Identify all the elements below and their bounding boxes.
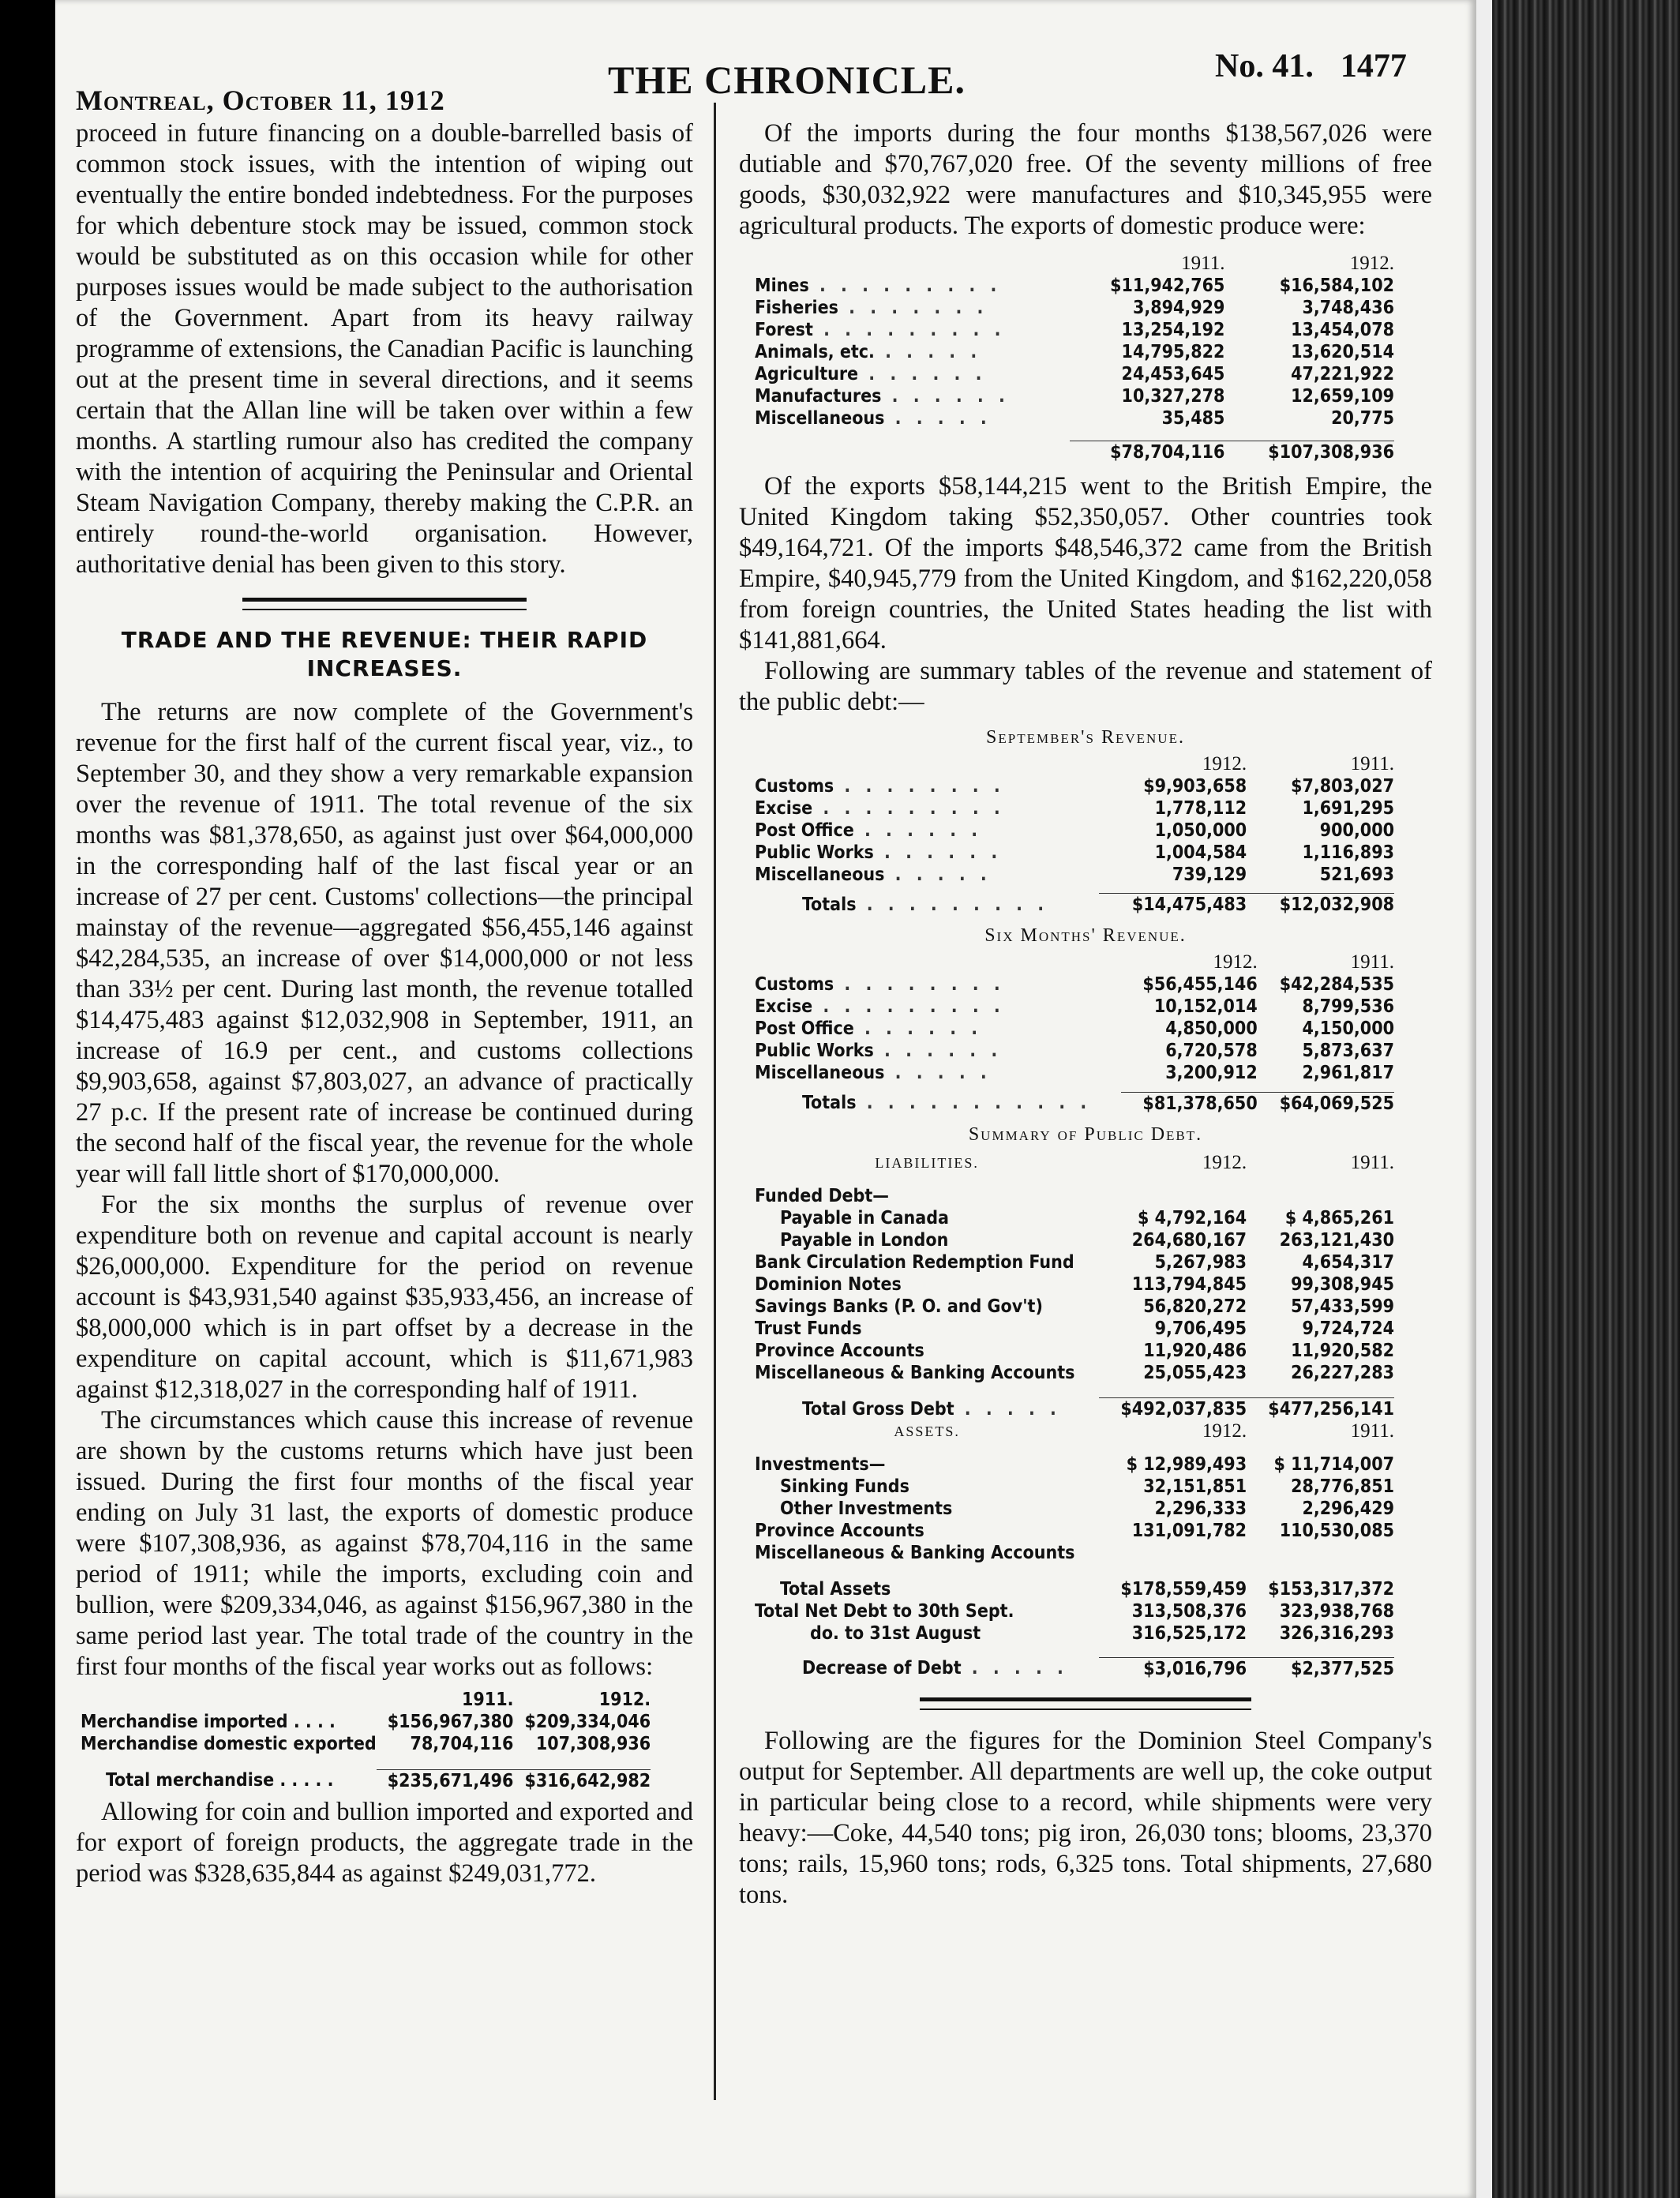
page-number: 1477: [1340, 48, 1407, 84]
row-value: 1,778,112: [1154, 797, 1247, 819]
row-value: 2,961,817: [1302, 1063, 1394, 1083]
row-value: 20,775: [1331, 408, 1394, 429]
table-row: [755, 820, 1394, 842]
row-value: 56,820,272: [1143, 1296, 1247, 1317]
row-label: Investments—: [755, 1454, 886, 1475]
row-value: 113,794,845: [1131, 1273, 1247, 1295]
row-value: 2,296,429: [1302, 1498, 1394, 1519]
newspaper-page: [55, 0, 1476, 2198]
row-value: 263,121,430: [1279, 1229, 1394, 1251]
left-column: [76, 118, 693, 1889]
table-row: [755, 775, 1394, 797]
row-label: Miscellaneous: [755, 408, 885, 429]
row-value: $ 4,792,164: [1137, 1207, 1247, 1228]
scan-edge: [1484, 0, 1680, 2198]
row-value: 32,151,851: [1143, 1476, 1247, 1497]
row-label: Total Assets: [780, 1579, 891, 1600]
table-row: Merchandise imported . . . . $156,967,380 $209,334,046: [81, 1712, 651, 1732]
row-value: 1,691,295: [1302, 797, 1394, 819]
row-label: Excise: [755, 996, 813, 1017]
leader-dots: . . . . .: [884, 408, 992, 429]
row-value: 13,454,078: [1291, 320, 1394, 340]
row-value: $ 12,989,493: [1126, 1454, 1247, 1475]
row-label: Customs: [755, 974, 834, 995]
table-row: [755, 385, 1394, 407]
row-value: 110,530,085: [1279, 1521, 1394, 1541]
row-value: 10,152,014: [1153, 996, 1258, 1017]
paragraph: Of the exports $58,144,215 went to the British Empire, the United Kingdom taking $52,350,057. Other countries took $49,164,721. Of the imports $48,546,372 came from the British Empire, $40,945,779 from the United Kingdom, and $162,220,058 from foreign countries, the United States heading the list with $141,881,664.: [739, 471, 1432, 655]
table-row: [755, 973, 1394, 996]
september-revenue-table: [755, 753, 1394, 917]
leader-dots: . . . . . . . . .: [812, 797, 1005, 819]
row-label: Funded Debt—: [755, 1185, 889, 1206]
leader-dots: . . . . . . . . .: [812, 996, 1005, 1017]
row-value: 6,720,578: [1165, 1041, 1258, 1061]
row-value: [1247, 1542, 1394, 1564]
row-label: Fisheries: [755, 298, 838, 318]
row-value: 3,894,929: [1132, 298, 1225, 318]
table-row: [755, 1622, 1394, 1645]
paragraph: Following are the figures for the Dominion Steel Company's output for September. All departments are well up, the coke output in particular being close to a record, while shipments were very heavy:—Coke, 44,540 tons; pig iron, 26,030 tons; blooms, 23,370 tons; rails, 15,960 tons; rods, 6,325 tons. Total shipments, 27,680 tons.: [739, 1726, 1432, 1909]
article-heading: TRADE AND THE REVENUE: THEIR RAPID INCREASES.: [121, 627, 648, 681]
table-row: [755, 1296, 1394, 1318]
row-value: 264,680,167: [1131, 1229, 1247, 1251]
table-row: [755, 1018, 1394, 1040]
exports-table: [755, 253, 1394, 463]
row-value: $7,803,027: [1291, 775, 1394, 797]
paragraph: proceed in future financing on a double-barrelled basis of common stock issues, with the intention of wiping out eventually the entire bonded indebtedness. For the purposes for which debenture stock may be issued, common stock would be substituted as on this occasion while for other purposes issues would be made subject to the authorisation of the Government. Apart from its heavy railway programme of extensions, the Canadian Pacific is launching out at the present time in several directions, and it seems certain that the Allan line will be taken over within a few months. A startling rumour also has credited the company with the intention of acquiring the Peninsular and Oriental Steam Navigation Company, thereby making the C.P.R. an entirely round-the-world organisation. However, authoritative denial has been given to this story.: [76, 119, 693, 579]
year-header: 1911.: [1181, 253, 1225, 274]
year-header: 1912.: [1202, 752, 1247, 775]
table-row: [755, 1185, 1394, 1207]
row-value: 4,850,000: [1165, 1018, 1258, 1039]
leader-dots: . . . . .: [884, 864, 992, 885]
section-rule: [242, 598, 527, 610]
row-label: Animals, etc.: [755, 342, 875, 362]
year-header: 1912.: [1202, 1151, 1247, 1173]
row-label: Excise: [755, 797, 813, 819]
table-row: [755, 1578, 1394, 1600]
leader-dots: . . . . . .: [873, 1041, 1003, 1061]
leader-dots: . . . . . .: [881, 386, 1010, 407]
paragraph: Allowing for coin and bullion imported and exported and for export of foreign products, the aggregate trade in the period was $328,635,844 as against $249,031,772.: [76, 1797, 693, 1888]
row-value: 35,485: [1161, 408, 1225, 429]
row-label: Agriculture: [755, 364, 859, 384]
row-value: 25,055,423: [1143, 1362, 1247, 1383]
table-row: [755, 297, 1394, 319]
row-label: Manufactures: [755, 386, 882, 407]
row-value: $11,942,765: [1110, 276, 1225, 296]
table-row: [755, 1476, 1394, 1498]
row-label: Miscellaneous & Banking Accounts: [755, 1362, 1075, 1383]
paragraph: The circumstances which cause this increase of revenue are shown by the customs returns which have just been issued. During the first four months of the fiscal year ending on July 31 last, the exports of domestic produce were $107,308,936, as against $78,704,116 in the same period of 1911; while the imports, excluding coin and bullion, were $209,334,046, as against $156,967,380 in the same period last year. The total trade of the country in the first four months of the fiscal year works out as follows:: [76, 1406, 693, 1681]
table-row: [755, 864, 1394, 886]
row-value: 2,296,333: [1154, 1498, 1247, 1519]
table-row: [755, 1251, 1394, 1273]
year-header: 1912.: [598, 1690, 651, 1710]
row-label: Bank Circulation Redemption Fund: [755, 1251, 1074, 1273]
leader-dots: . . . . . .: [858, 364, 987, 384]
row-label: Public Works: [755, 1041, 874, 1061]
table-row: [755, 407, 1394, 429]
table-row: [755, 1520, 1394, 1542]
dateline: Montreal, October 11, 1912: [76, 84, 445, 116]
table-row: [755, 842, 1394, 864]
row-label: Sinking Funds: [780, 1476, 909, 1497]
page-header: [55, 21, 1476, 116]
leader-dots: . . . . . .: [853, 820, 983, 841]
row-value: 900,000: [1319, 820, 1394, 841]
row-value: 313,508,376: [1131, 1601, 1247, 1622]
row-value: 739,129: [1172, 864, 1247, 885]
row-value: 12,659,109: [1291, 386, 1394, 407]
row-value: $153,317,372: [1268, 1579, 1394, 1600]
paragraph: Of the imports during the four months $138,567,026 were dutiable and $70,767,020 free. Of the seventy millions of free goods, $30,032,922 were manufactures and $10,345,955 were agricultural products. The exports of domestic produce were:: [739, 119, 1432, 240]
table-row: [755, 1542, 1394, 1564]
row-value: 13,620,514: [1291, 342, 1394, 362]
table-row: [755, 1453, 1394, 1476]
row-value: $9,903,658: [1143, 775, 1247, 797]
leader-dots: . . . . .: [884, 1063, 992, 1083]
row-value: 8,799,536: [1302, 996, 1394, 1017]
row-value: 131,091,782: [1131, 1521, 1247, 1541]
row-value: 26,227,283: [1291, 1362, 1394, 1383]
row-value: 323,938,768: [1279, 1601, 1394, 1622]
column-divider: [714, 103, 716, 2100]
year-header: 1912.: [1202, 1420, 1247, 1442]
row-label: Payable in Canada: [780, 1207, 950, 1228]
row-value: 5,873,637: [1302, 1041, 1394, 1061]
row-value: 1,004,584: [1154, 842, 1247, 863]
table-row: [755, 319, 1394, 341]
row-label: Customs: [755, 775, 834, 797]
public-debt-table: [755, 1152, 1394, 1680]
year-header: 1911.: [1350, 951, 1394, 973]
issue-and-page: [1188, 47, 1407, 85]
leader-dots: . . . . . . . . .: [808, 276, 1002, 296]
table-row: [755, 1600, 1394, 1622]
row-label: Public Works: [755, 842, 874, 863]
table-row: [755, 341, 1394, 363]
row-label: do. to 31st August: [810, 1623, 981, 1644]
table-row: [755, 1062, 1394, 1084]
row-value: 5,267,983: [1154, 1251, 1247, 1273]
table-caption: Six Months' Revenue.: [984, 925, 1187, 946]
year-header: 1911.: [1350, 1420, 1394, 1442]
row-value: $56,455,146: [1142, 974, 1258, 995]
year-header: 1911.: [462, 1690, 514, 1710]
table-total-row: Totals . . . . . . . . . $14,475,483 $12,032,908: [802, 894, 1394, 915]
row-label: Post Office: [755, 1018, 854, 1039]
row-label: Post Office: [755, 820, 854, 841]
row-value: 9,706,495: [1154, 1318, 1247, 1339]
table-row: [755, 1362, 1394, 1384]
paragraph: For the six months the surplus of revenue over expenditure both on revenue and capital account is nearly $26,000,000. Expenditure for the period on revenue account is $43,931,540 against $35,933,456, an increase of $8,000,000 which is in part offset by a decrease in the expenditure on capital account, which is $11,671,983 against $12,318,027 in the corresponding half of 1911.: [76, 1191, 693, 1404]
row-label: Miscellaneous: [755, 864, 885, 885]
table-row: [755, 996, 1394, 1018]
row-value: 3,200,912: [1165, 1063, 1258, 1083]
row-value: 3,748,436: [1302, 298, 1394, 318]
row-value: 11,920,582: [1291, 1340, 1394, 1361]
year-header: 1912.: [1349, 253, 1394, 274]
row-label: Province Accounts: [755, 1521, 924, 1541]
table-total-row: Total Gross Debt . . . . . $492,037,835 $477,256,141: [802, 1398, 1394, 1420]
leader-dots: . . . . . . . .: [834, 775, 1005, 797]
trade-table: [81, 1689, 651, 1792]
leader-dots: . . . . . . . .: [834, 974, 1005, 995]
table-row: [755, 1040, 1394, 1062]
assets-caption: ASSETS.: [894, 1423, 960, 1439]
row-label: Other Investments: [780, 1498, 953, 1519]
leader-dots: . . . . . . . . .: [812, 320, 1006, 340]
table-caption: Summary of Public Debt.: [968, 1123, 1203, 1145]
right-column: [739, 118, 1432, 1911]
table-total-row: $78,704,116 $107,308,936: [755, 441, 1394, 463]
row-value: $16,584,102: [1279, 276, 1394, 296]
row-value: 99,308,945: [1291, 1273, 1394, 1295]
row-value: 57,433,599: [1291, 1296, 1394, 1317]
leader-dots: . . . . .: [874, 342, 982, 362]
row-label: Mines: [755, 276, 809, 296]
row-value: 4,654,317: [1302, 1251, 1394, 1273]
table-total-row: Total merchandise . . . . . $235,671,496 $316,642,982: [106, 1770, 651, 1791]
row-label: Miscellaneous & Banking Accounts: [755, 1543, 1075, 1563]
row-label: Total Net Debt to 30th Sept.: [755, 1601, 1014, 1622]
table-row: [755, 275, 1394, 297]
row-value: 13,254,192: [1121, 320, 1225, 340]
row-label: Miscellaneous: [755, 1063, 885, 1083]
row-value: 24,453,645: [1121, 364, 1225, 384]
row-value: $178,559,459: [1120, 1579, 1247, 1600]
row-value: 326,316,293: [1279, 1623, 1394, 1644]
row-value: 316,525,172: [1131, 1623, 1247, 1644]
row-value: 28,776,851: [1291, 1476, 1394, 1497]
row-value: 14,795,822: [1121, 342, 1225, 362]
issue-number: No. 41.: [1215, 48, 1314, 84]
masthead-title: THE CHRONICLE.: [608, 58, 966, 102]
table-row: [755, 1273, 1394, 1296]
row-label: Payable in London: [780, 1229, 949, 1251]
row-label: Forest: [755, 320, 813, 340]
row-value: [1247, 1185, 1394, 1207]
table-row: [755, 1498, 1394, 1520]
row-label: Dominion Notes: [755, 1273, 902, 1295]
row-value: 1,116,893: [1302, 842, 1394, 863]
paragraph: Following are summary tables of the revenue and statement of the public debt:—: [739, 656, 1432, 716]
table-caption: September's Revenue.: [986, 726, 1185, 748]
table-row: [755, 363, 1394, 385]
leader-dots: . . . . . .: [873, 842, 1003, 863]
leader-dots: . . . . . .: [853, 1018, 983, 1039]
year-header: 1911.: [1350, 752, 1394, 775]
table-row: [755, 797, 1394, 820]
row-label: Trust Funds: [755, 1318, 862, 1339]
row-value: 521,693: [1319, 864, 1394, 885]
table-row: [755, 1229, 1394, 1251]
year-header: 1912.: [1213, 951, 1258, 973]
table-row: [755, 1340, 1394, 1362]
row-value: $ 11,714,007: [1273, 1454, 1394, 1475]
row-value: 10,327,278: [1121, 386, 1225, 407]
row-label: Savings Banks (P. O. and Gov't): [755, 1296, 1043, 1317]
table-row: [755, 1207, 1394, 1229]
row-value: $42,284,535: [1279, 974, 1394, 995]
table-row: [755, 1318, 1394, 1340]
table-total-row: Totals . . . . . . . . . . . $81,378,650 $64,069,525: [802, 1093, 1394, 1114]
row-label: Province Accounts: [755, 1340, 924, 1361]
row-value: 4,150,000: [1302, 1018, 1394, 1039]
row-value: [1099, 1542, 1247, 1564]
paragraph: The returns are now complete of the Government's revenue for the first half of the current fiscal year, viz., to September 30, and they show a very remarkable expansion over the revenue of 1911. The total revenue of the six months was $81,378,650, as against just over $64,000,000 in the corresponding half of the last fiscal year or an increase of 27 per cent. Customs' collections—the principal mainstay of the revenue—aggregated $56,455,146 against $42,284,535, an increase of over $14,000,000 or not less than 33½ per cent. During last month, the revenue totalled $14,475,483 against $12,032,908 in September, 1911, an increase of 16.9 per cent., and customs collections $9,903,658, against $7,803,027, an advance of practically 27 p.c. If the present rate of increase be continued during the second half of the fiscal year, the revenue for the whole year will fall little short of $170,000,000.: [76, 698, 693, 1188]
leader-dots: . . . . . . .: [838, 298, 988, 318]
row-value: [1099, 1185, 1247, 1207]
row-value: 11,920,486: [1143, 1340, 1247, 1361]
row-value: $ 4,865,261: [1284, 1207, 1394, 1228]
page-edge: [1476, 0, 1492, 2198]
section-rule: [920, 1697, 1251, 1710]
row-value: 47,221,922: [1291, 364, 1394, 384]
row-value: 1,050,000: [1154, 820, 1247, 841]
liabilities-caption: LIABILITIES.: [875, 1154, 979, 1171]
table-total-row: Decrease of Debt . . . . . $3,016,796 $2,377,525: [802, 1658, 1394, 1679]
table-row: Merchandise domestic exported 78,704,116 107,308,936: [81, 1734, 651, 1754]
row-value: 9,724,724: [1302, 1318, 1394, 1339]
year-header: 1911.: [1350, 1151, 1394, 1173]
six-months-revenue-table: [755, 951, 1394, 1115]
